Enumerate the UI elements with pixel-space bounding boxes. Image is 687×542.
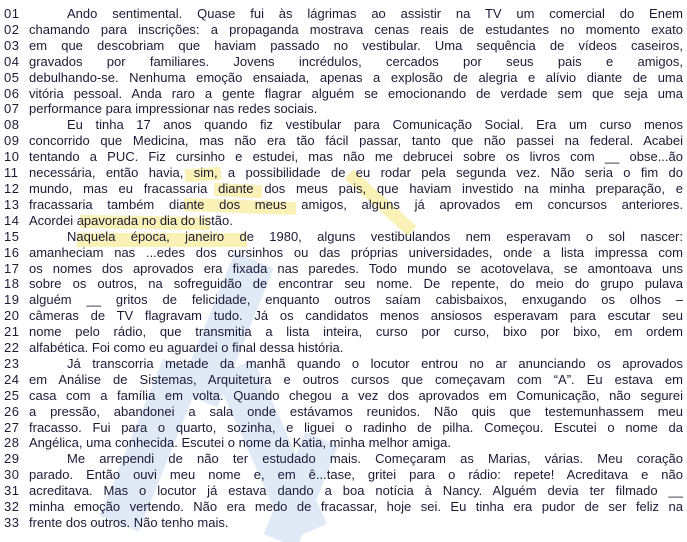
line-number: 30 bbox=[4, 467, 20, 483]
text-line bbox=[0, 515, 687, 531]
text-line bbox=[0, 86, 687, 102]
line-number: 16 bbox=[4, 244, 20, 260]
line-text: Já transcorria metade da manhã quando o locutor entrou no ar anunciando os aprovados bbox=[67, 355, 683, 371]
line-number: 33 bbox=[4, 515, 20, 530]
line-number: 18 bbox=[4, 276, 20, 292]
line-number: 08 bbox=[4, 117, 20, 133]
line-number: 27 bbox=[4, 419, 20, 435]
line-text: Me arrependi de não ter estudado mais. Começaram as Marias, várias. Meu coração bbox=[67, 451, 683, 467]
line-number: 20 bbox=[4, 308, 20, 324]
line-text: performance para impressionar nas redes sociais. bbox=[29, 101, 318, 117]
line-number: 15 bbox=[4, 228, 20, 244]
text-line bbox=[0, 70, 687, 86]
line-number: 03 bbox=[4, 37, 20, 53]
line-text: fracassaria também diante dos meus amigos, alguns já aprovados em concursos anteriores. bbox=[29, 196, 683, 212]
line-text: acreditava. Mas o locutor já estava dando a boa notícia à Nancy. Alguém devia ter filmado __ bbox=[29, 483, 683, 499]
line-text: Angélica, uma conhecida. Escutei o nome da Katia, minha melhor amiga. bbox=[29, 435, 452, 451]
line-text: amanheciam nas ...edes dos cursinhos ou das próprias universidades, onde a lista impressa com bbox=[29, 244, 683, 260]
line-number: 25 bbox=[4, 387, 20, 403]
line-text: chamando para inscrições: a propaganda mostrava cenas reais de estudantes no momento exato bbox=[29, 21, 683, 37]
line-number: 07 bbox=[4, 101, 20, 117]
line-number: 29 bbox=[4, 451, 20, 467]
line-text: minha emoção vertendo. Não era medo de fracassar, hoje sei. Eu tinha era pudor de ser feliz na bbox=[29, 499, 683, 515]
line-number: 11 bbox=[4, 165, 19, 181]
text-line bbox=[0, 292, 687, 308]
line-number: 09 bbox=[4, 133, 20, 149]
line-text: alfabética. Foi como eu aguardei o final dessa história. bbox=[29, 340, 344, 356]
line-text: mundo, mas eu fracassaria diante dos meus pais, que haviam investido na minha preparação, e bbox=[29, 180, 683, 196]
text-line bbox=[0, 356, 687, 372]
text-line bbox=[0, 372, 687, 388]
text-line bbox=[0, 165, 687, 181]
line-number: 06 bbox=[4, 85, 20, 101]
line-number: 21 bbox=[4, 324, 20, 340]
line-text: Eu tinha 17 anos quando fiz vestibular para Comunicação Social. Era um curso menos bbox=[67, 117, 683, 133]
text-line bbox=[0, 117, 687, 133]
text-line bbox=[0, 308, 687, 324]
text-line bbox=[0, 276, 687, 292]
text-line bbox=[0, 451, 687, 467]
text-line bbox=[0, 388, 687, 404]
line-text: nome pelo rádio, que transmitia a lista inteira, curso por curso, bixo por bixo, em ordem bbox=[29, 324, 683, 340]
text-line bbox=[0, 483, 687, 499]
line-number: 13 bbox=[4, 196, 20, 212]
line-number: 14 bbox=[4, 212, 20, 228]
line-number: 31 bbox=[4, 483, 20, 499]
line-text: gravados por familiares. Jovens incrédulos, cercados por seus pais e amigos, bbox=[29, 53, 683, 69]
line-number: 10 bbox=[4, 149, 20, 165]
text-line bbox=[0, 499, 687, 515]
text-line bbox=[0, 38, 687, 54]
line-number: 19 bbox=[4, 292, 20, 308]
line-text: em Análise de Sistemas, Arquitetura e outros cursos que começavam com “A”. Eu estava em bbox=[29, 371, 683, 387]
text-line bbox=[0, 261, 687, 277]
text-line bbox=[0, 22, 687, 38]
line-number: 04 bbox=[4, 53, 20, 69]
line-text: frente dos outros. Não tenho mais. bbox=[29, 515, 229, 530]
line-text: tentando a PUC. Fiz cursinho e estudei, mas não me debrucei sobre os livros com __ obse...ão bbox=[29, 149, 683, 165]
line-number: 12 bbox=[4, 180, 20, 196]
line-text: Ando sentimental. Quase fui às lágrimas ao assistir na TV um comercial do Enem bbox=[67, 6, 683, 21]
text-line bbox=[0, 101, 687, 117]
line-number: 17 bbox=[4, 260, 20, 276]
line-text: concorrido que Medicina, mas não era tão fácil passar, tanto que não passei na federal. Acabei bbox=[29, 133, 683, 149]
text-line bbox=[0, 404, 687, 420]
line-text: fracasso. Fui para o quarto, sozinha, e liguei o radinho de pilha. Começou. Escutei o nome da bbox=[29, 419, 683, 435]
line-text: Naquela época, janeiro de 1980, alguns vestibulandos nem esperavam o sol nascer: bbox=[67, 228, 683, 244]
text-line bbox=[0, 133, 687, 149]
text-line bbox=[0, 213, 687, 229]
line-number: 23 bbox=[4, 355, 20, 371]
line-number: 01 bbox=[4, 6, 20, 21]
text-line bbox=[0, 54, 687, 70]
line-number: 26 bbox=[4, 403, 20, 419]
text-line bbox=[0, 420, 687, 436]
line-text: câmeras de TV flagravam tudo. Já os candidatos menos ansiosos esperavam para escutar seu bbox=[29, 308, 683, 324]
line-text: alguém __ gritos de felicidade, enquanto outros saíam cabisbaixos, enxugando os olhos – bbox=[29, 292, 683, 308]
line-number: 22 bbox=[4, 340, 20, 356]
line-text: vitória pessoal. Anda raro a gente flagrar alguém se emocionando de verdade sem que seja uma bbox=[29, 85, 683, 101]
text-line bbox=[0, 340, 687, 356]
line-number: 32 bbox=[4, 499, 20, 515]
text-line bbox=[0, 229, 687, 245]
text-line bbox=[0, 245, 687, 261]
line-number: 02 bbox=[4, 21, 20, 37]
line-text: sobre os outros, na sofreguidão de encontrar seu nome. De repente, do meio do grupo pulava bbox=[29, 276, 683, 292]
text-line bbox=[0, 324, 687, 340]
line-text: necessária, então havia, sim, a possibilidade de eu rodar pela segunda vez. Não seria o fim do bbox=[29, 165, 683, 181]
line-text: em que descobriam que haviam passado no vestibular. Uma sequência de vídeos caseiros, bbox=[29, 37, 683, 53]
line-text: debulhando-se. Nenhuma emoção ensaiada, apenas a explosão de alegria e alívio diante de uma bbox=[29, 69, 683, 85]
line-text: parado. Então ouvi meu nome e, em ê...tase, gritei para o rádio: repete! Acreditava e não bbox=[29, 467, 683, 483]
text-line bbox=[0, 435, 687, 451]
line-text: casa com a família em volta. Quando chegou a vez dos aprovados em Comunicação, não segurei bbox=[29, 387, 683, 403]
line-number: 28 bbox=[4, 435, 20, 451]
text-line bbox=[0, 197, 687, 213]
line-text: a pressão, abandonei a sala onde estávamos reunidos. Não quis que testemunhassem meu bbox=[29, 403, 683, 419]
line-text: os nomes dos aprovados era fixada nas paredes. Todo mundo se acotovelava, se amontoava uns bbox=[29, 260, 683, 276]
text-line bbox=[0, 181, 687, 197]
text-line bbox=[0, 6, 687, 22]
line-text: Acordei apavorada no dia do listão. bbox=[29, 212, 233, 228]
text-line bbox=[0, 149, 687, 165]
text-line bbox=[0, 467, 687, 483]
line-number: 05 bbox=[4, 69, 20, 85]
line-number: 24 bbox=[4, 371, 20, 387]
